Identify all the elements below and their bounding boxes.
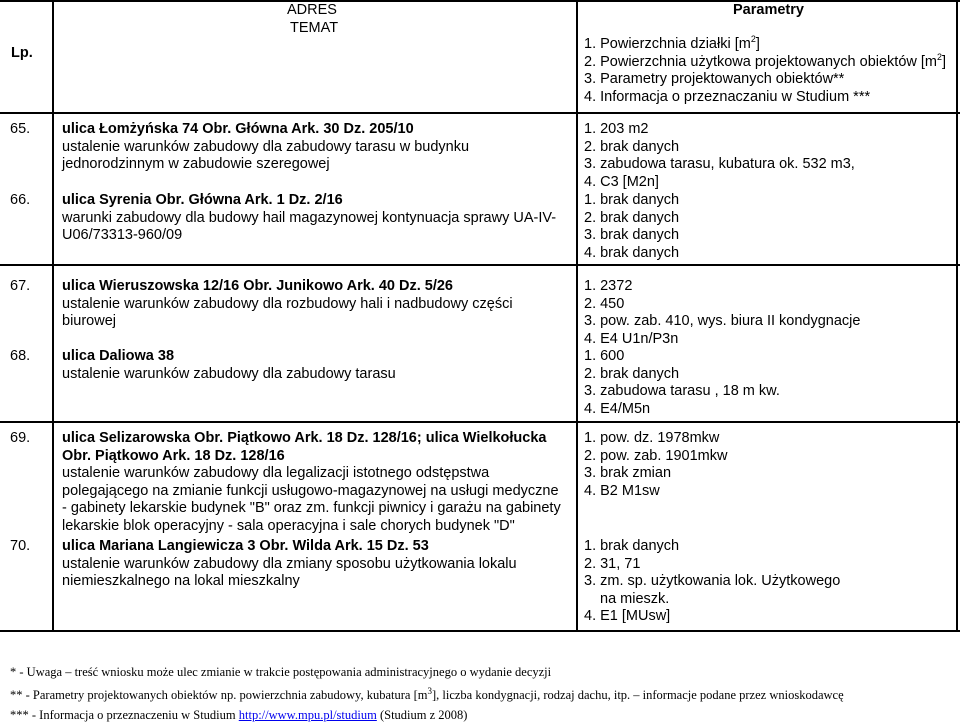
row-param: 2. pow. zab. 1901mkw <box>584 447 728 464</box>
row-param: 4. B2 M1sw <box>584 482 660 499</box>
header-param-text: 1. Powierzchnia działki [m <box>584 36 751 52</box>
header-bottom-border <box>0 112 960 114</box>
header-temat: TEMAT <box>290 20 339 36</box>
table-right-border <box>956 0 958 632</box>
footnote-3 <box>10 708 467 723</box>
row-address: Obr. Piątkowo Ark. 18 Dz. 128/16 <box>62 447 285 464</box>
row-param: 4. C3 [M2n] <box>584 173 659 190</box>
row-topic: ustalenie warunków zabudowy dla rozbudowy hali i nadbudowy części <box>62 295 513 312</box>
footnote-1: * - Uwaga – treść wniosku może ulec zmianie w trakcie postępowania administracyjnego o wydanie decyzji <box>10 665 552 679</box>
row-param: na mieszk. <box>600 590 670 607</box>
header-param-close: ] <box>755 36 760 52</box>
footnote-3-rest: (Studium z 2008) <box>376 708 468 722</box>
row-number: 67. <box>10 278 31 294</box>
row-param: 3. zabudowa tarasu, kubatura ok. 532 m3, <box>584 156 855 172</box>
header-param-line <box>584 71 844 88</box>
row-number: 69. <box>10 430 31 446</box>
row-param: 3. zabudowa tarasu , 18 m kw. <box>584 383 780 399</box>
row-topic: jednorodzinnym w zabudowie szeregowej <box>62 156 330 172</box>
header-param-text: 3. Parametry projektowanych obiektów** <box>584 71 845 87</box>
row-param: 1. 2372 <box>584 278 633 294</box>
row-group-divider-1 <box>0 264 960 266</box>
row-address: ulica Wieruszowska 12/16 Obr. Junikowo Ark. 40 Dz. 5/26 <box>62 278 453 294</box>
row-param: 2. 31, 71 <box>584 555 641 572</box>
row-param: 4. E4/M5n <box>584 400 651 417</box>
row-group-divider-2 <box>0 421 960 423</box>
header-parametry: Parametry <box>733 2 804 18</box>
row-address: ulica Daliowa 38 <box>62 348 175 364</box>
row-number: 68. <box>10 348 31 364</box>
row-param: 2. brak danych <box>584 209 680 226</box>
row-topic: - gabinety lekarskie budynek "B" oraz zm. funkcji piwnicy i garażu na gabinety <box>62 500 561 516</box>
column-divider-lp <box>52 0 54 632</box>
row-topic: ustalenie warunków zabudowy dla zabudowy tarasu w budynku <box>62 138 470 155</box>
row-number: 66. <box>10 192 31 208</box>
header-param-text: 4. Informacja o przeznaczaniu w Studium *** <box>584 89 871 105</box>
row-param: 2. 450 <box>584 295 625 312</box>
row-param: 3. brak danych <box>584 227 680 243</box>
column-divider-params <box>576 0 578 632</box>
row-topic: niemieszkalnego na lokal mieszkalny <box>62 573 300 589</box>
header-adres: ADRES <box>287 2 337 18</box>
header-param-sup: 2 <box>937 52 943 63</box>
row-param: 3. brak zmian <box>584 465 672 481</box>
footnote-2 <box>10 685 844 703</box>
footnote-3-text: *** - Informacja o przeznaczeniu w Studium <box>10 708 239 722</box>
row-param: 2. brak danych <box>584 138 680 155</box>
row-param: 4. E4 U1n/P3n <box>584 330 679 347</box>
row-topic: ustalenie warunków zabudowy dla legalizacji istotnego odstępstwa <box>62 465 490 481</box>
header-lp: Lp. <box>11 45 33 61</box>
row-param: 2. brak danych <box>584 365 680 382</box>
studium-link[interactable]: http://www.mpu.pl/studium <box>238 708 377 722</box>
row-param: 1. pow. dz. 1978mkw <box>584 430 720 446</box>
row-number: 70. <box>10 538 31 554</box>
row-address: ulica Selizarowska Obr. Piątkowo Ark. 18 Dz. 128/16; ulica Wielkołucka <box>62 430 547 446</box>
header-param-close: ] <box>942 54 947 70</box>
row-topic: biurowej <box>62 313 116 329</box>
header-param-sup: 2 <box>750 34 756 45</box>
row-address: ulica Syrenia Obr. Główna Ark. 1 Dz. 2/16 <box>62 192 343 208</box>
row-address: ulica Łomżyńska 74 Obr. Główna Ark. 30 Dz. 205/10 <box>62 121 414 137</box>
row-param: 4. E1 [MUsw] <box>584 608 671 624</box>
footnote-2-sup: 3 <box>427 685 432 696</box>
row-param: 4. brak danych <box>584 244 680 261</box>
table-top-border <box>0 0 960 2</box>
footnote-2-text: ** - Parametry projektowanych obiektów np. powierzchnia zabudowy, kubatura [m <box>10 688 428 702</box>
row-topic: polegającego na zmianie funkcji usługowo-magazynowej na usługi medyczne <box>62 482 559 499</box>
row-address: ulica Mariana Langiewicza 3 Obr. Wilda Ark. 15 Dz. 53 <box>62 538 429 554</box>
row-topic: U06/73313-960/09 <box>62 227 183 243</box>
row-param: 1. 600 <box>584 348 625 364</box>
header-param-line <box>584 54 946 71</box>
row-topic: lekarskie blok operacyjny - sala operacyjna i sale chorych budynek "D" <box>62 517 515 534</box>
row-number: 65. <box>10 121 31 137</box>
header-param-line <box>584 89 870 106</box>
header-param-line <box>584 36 760 53</box>
header-param-text: 2. Powierzchnia użytkowa projektowanych obiektów [m <box>584 54 937 70</box>
row-topic: warunki zabudowy dla budowy hail magazynowej kontynuacja sprawy UA-IV- <box>62 209 557 226</box>
row-param: 3. zm. sp. użytkowania lok. Użytkowego <box>584 573 841 589</box>
row-param: 1. 203 m2 <box>584 121 649 137</box>
table-bottom-border <box>0 630 960 632</box>
footnote-2-rest: ], liczba kondygnacji, rodzaj dachu, itp. – informacje podane przez wnioskodawcę <box>431 688 844 702</box>
row-param: 1. brak danych <box>584 192 680 208</box>
row-param: 1. brak danych <box>584 538 680 554</box>
row-param: 3. pow. zab. 410, wys. biura II kondygnacje <box>584 313 861 329</box>
row-topic: ustalenie warunków zabudowy dla zabudowy tarasu <box>62 365 396 382</box>
row-topic: ustalenie warunków zabudowy dla zmiany sposobu użytkowania lokalu <box>62 555 517 572</box>
